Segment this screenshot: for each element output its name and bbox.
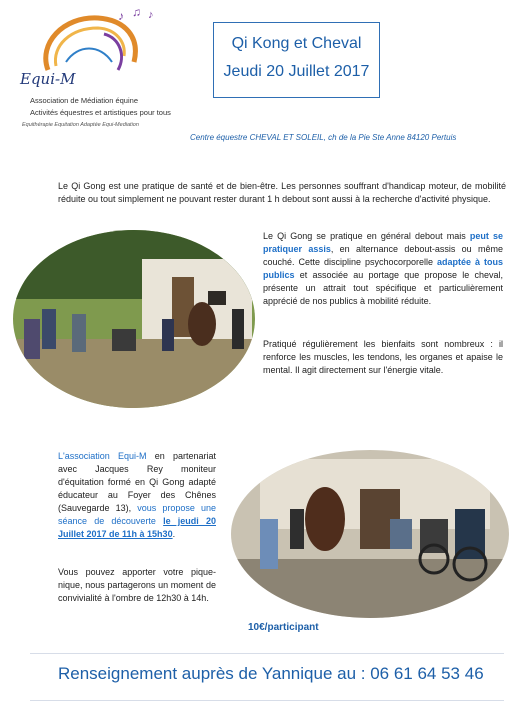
divider-top xyxy=(30,653,504,654)
photo-group-with-horse xyxy=(12,229,257,409)
svg-text:♪: ♪ xyxy=(148,9,154,21)
event-datetime: le jeudi 20 Juillet 2017 de 11h à 15h30 xyxy=(58,516,216,539)
svg-text:♪: ♪ xyxy=(118,9,124,23)
highlight-all-audiences: adaptée à tous publics xyxy=(263,257,503,280)
logo-subtitle-services: Equithérapie Equitation Adaptée Equi-Mediation xyxy=(22,122,139,128)
highlight-seated-practice: peut se pratiquer assis xyxy=(263,231,504,254)
contact-line: Renseignement auprès de Yannique au : 06 61 64 53 46 xyxy=(58,664,484,683)
photo-horse-and-wheelchairs xyxy=(230,449,510,619)
venue-address: Centre équestre CHEVAL ET SOLEIL, ch de la Pie Ste Anne 84120 Pertuis xyxy=(190,133,457,142)
event-date: Jeudi 20 Juillet 2017 xyxy=(223,63,370,80)
block1-paragraph1: Le Qi Gong se pratique en général debout mais peut se pratiquer assis, en alternance debout-assis ou même couché. Cette discipline psychocorporelle adaptée à tous publics et associée au portage que propose le cheval, présente un attrait tout spécifique et particulièrement apprécié de nos publics à mobilité réduite. xyxy=(263,231,504,306)
divider-bottom xyxy=(30,700,504,701)
logo-subtitle-activities: Activités équestres et artistiques pour tous xyxy=(30,108,171,117)
intro-paragraph: Le Qi Gong est une pratique de santé et de bien-être. Les personnes souffrant d'handicap moteur, de mobilité réduite ou tout simplement ne pouvant rester durant 1 h debout sont aussi à la recherche d'activité physique. xyxy=(58,181,506,204)
logo-subtitle: Association de Médiation équine xyxy=(30,96,138,105)
association-name: L'association Equi-M xyxy=(58,451,147,461)
block2-paragraph2: Vous pouvez apporter votre pique-nique, nous partagerons un moment de convivialité à l'ombre de 12h30 à 14h. xyxy=(58,567,216,603)
event-title-box xyxy=(213,22,380,98)
svg-text:♫: ♫ xyxy=(132,5,141,19)
logo-name: Equi-M xyxy=(20,70,76,88)
block2-paragraph1: L'association Equi-M en partenariat avec Jacques Rey moniteur d'équitation formé en Qi Gong adapté éducateur au Foyer des Chênes (Sauvegarde 13), vous propose une séance de découverte le jeudi 20 Juillet 2017 de 11h à 15h30. xyxy=(58,451,216,539)
price: 10€/participant xyxy=(248,622,319,633)
event-title: Qi Kong et Cheval xyxy=(231,35,362,52)
block1-paragraph2: Pratiqué régulièrement les bienfaits sont nombreux : il renforce les muscles, les tendons, les organes et apaise le mental. Il agit directement sur l'énergie vitale. xyxy=(263,339,503,375)
